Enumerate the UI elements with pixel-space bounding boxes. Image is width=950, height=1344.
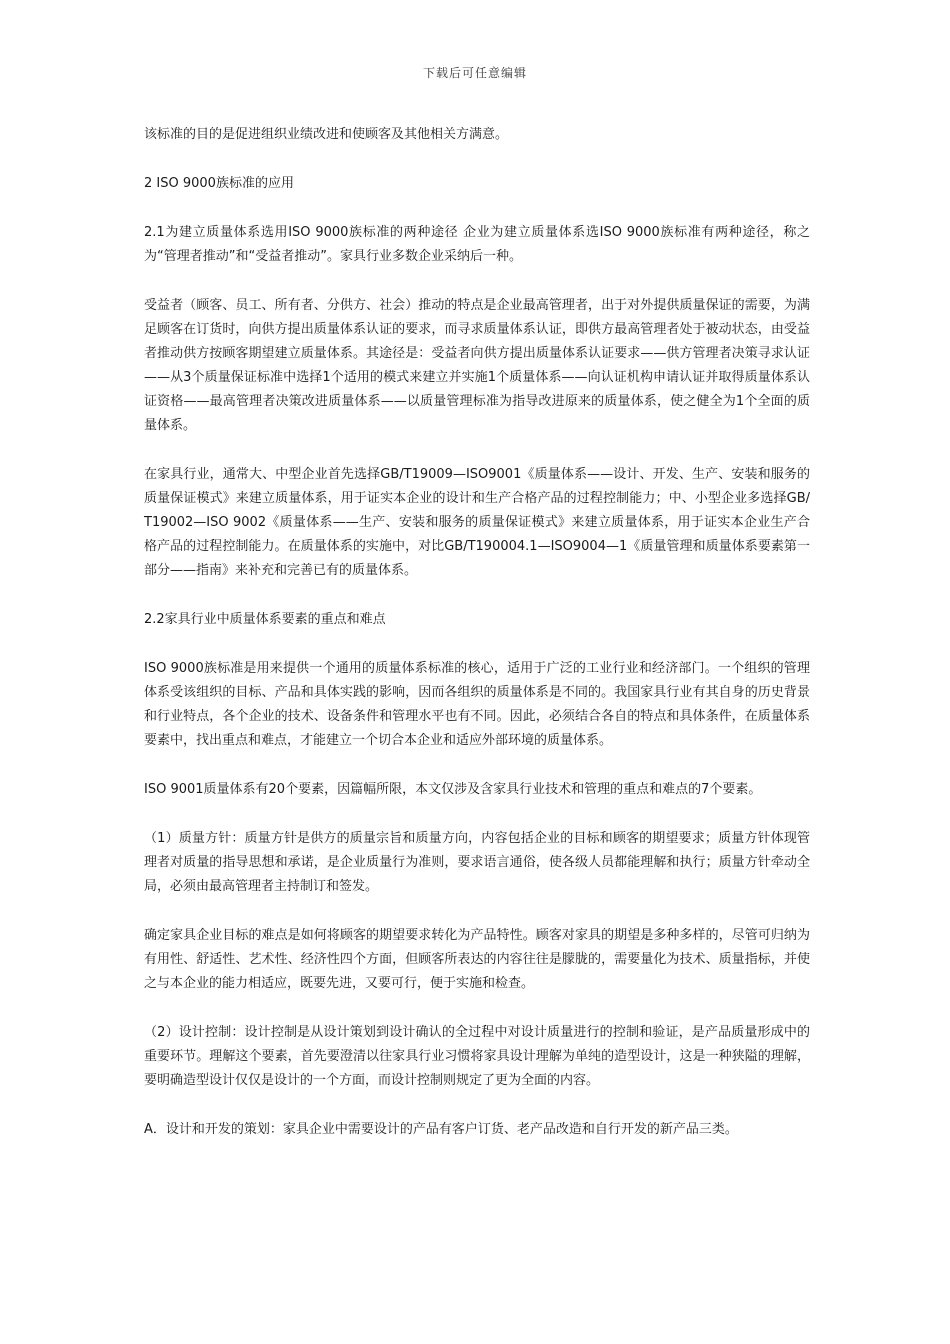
document-body	[144, 123, 810, 1167]
heading-section-2: 2 ISO 9000族标准的应用	[144, 176, 294, 191]
paragraph-iso9000-core: ISO 9000族标准是用来提供一个通用的质量体系标准的核心，适用于广泛的工业行业和经济部门。一个组织的管理体系受该组织的目标、产品和具体实践的影响，因而各组织的质量体系是不同的。我国家具行业有其自身的历史背景和行业特点，各个企业的技术、设备条件和管理水平也有不同。因此，必须结合各自的特点和具体条件，在质量体系要素中，找出重点和难点，才能建立一个切合本企业和适应外部环境的质量体系。	[144, 661, 810, 748]
paragraph-purpose: 该标准的目的是促进组织业绩改进和使顾客及其他相关方满意。	[144, 127, 509, 142]
paragraph-quality-policy: （1）质量方针：质量方针是供方的质量宗旨和质量方向，内容包括企业的目标和顾客的期望要求；质量方针体现管理者对质量的指导思想和承诺，是企业质量行为准则，要求语言通俗，使各级人员都能理解和执行；质量方针牵动全局，必须由最高管理者主持制订和签发。	[144, 831, 810, 894]
paragraph-beneficiary-driven: 受益者（顾客、员工、所有者、分供方、社会）推动的特点是企业最高管理者，出于对外提供质量保证的需要，为满足顾客在订货时，向供方提出质量体系认证的要求，而寻求质量体系认证，即供方最高管理者处于被动状态，由受益者推动供方按顾客期望建立质量体系。其途径是：受益者向供方提出质量体系认证要求——供方管理者决策寻求认证——从3个质量保证标准中选择1个适用的模式来建立并实施1个质量体系——向认证机构申请认证并取得质量体系认证资格——最高管理者决策改进质量体系——以质量管理标准为指导改进原来的质量体系，使之健全为1个全面的质量体系。	[144, 298, 810, 433]
paragraph-2-1: 2.1为建立质量体系选用ISO 9000族标准的两种途径 企业为建立质量体系选ISO 9000族标准有两种途径，称之为“管理者推动”和“受益者推动”。家具行业多数企业采纳后一种。	[144, 225, 810, 264]
paragraph-design-control: （2）设计控制：设计控制是从设计策划到设计确认的全过程中对设计质量进行的控制和验证，是产品质量形成中的重要环节。理解这个要素，首先要澄清以往家具行业习惯将家具设计理解为单纯的造型设计，这是一种狭隘的理解，要明确造型设计仅仅是设计的一个方面，而设计控制则规定了更为全面的内容。	[144, 1025, 810, 1088]
paragraph-enterprise-goals: 确定家具企业目标的难点是如何将顾客的期望要求转化为产品特性。顾客对家具的期望是多种多样的，尽管可归纳为有用性、舒适性、艺术性、经济性四个方面，但顾客所表达的内容往往是朦胧的，需要量化为技术、质量指标，并使之与本企业的能力相适应，既要先进，又要可行，便于实施和检查。	[144, 928, 810, 991]
paragraph-design-planning: A．设计和开发的策划：家具企业中需要设计的产品有客户订货、老产品改造和自行开发的新产品三类。	[144, 1122, 738, 1137]
page-header: 下载后可任意编辑	[422, 66, 527, 80]
heading-section-2-2: 2.2家具行业中质量体系要素的重点和难点	[144, 612, 386, 627]
paragraph-iso9001-elements: ISO 9001质量体系有20个要素，因篇幅所限，本文仅涉及含家具行业技术和管理的重点和难点的7个要素。	[144, 782, 762, 797]
paragraph-furniture-industry: 在家具行业，通常大、中型企业首先选择GB/T19009—ISO9001《质量体系——设计、开发、生产、安装和服务的质量保证模式》来建立质量体系，用于证实本企业的设计和生产合格产品的过程控制能力；中、小型企业多选择GB/T19002—ISO 9002《质量体系——生产、安装和服务的质量保证模式》来建立质量体系，用于证实本企业生产合格产品的过程控制能力。在质量体系的实施中，对比GB/T190004.1—ISO9004—1《质量管理和质量体系要素第一部分——指南》来补充和完善已有的质量体系。	[144, 467, 810, 578]
